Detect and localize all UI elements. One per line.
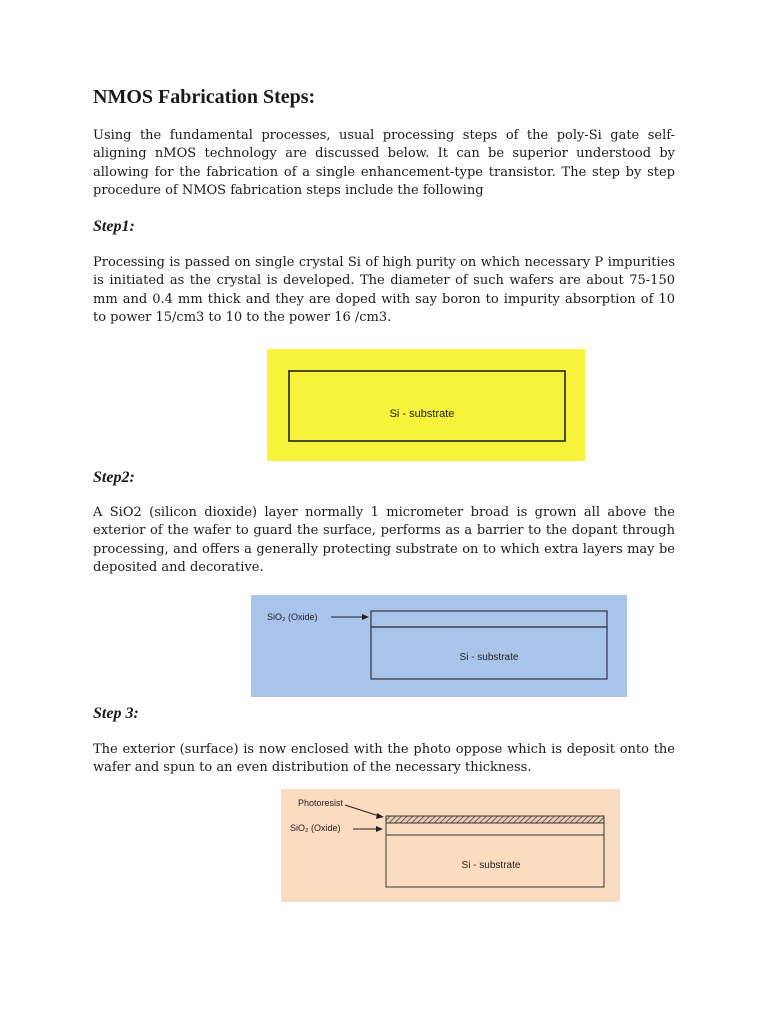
- step2-heading: Step2:: [93, 469, 135, 486]
- substrate-label: Si - substrate: [459, 652, 519, 663]
- step1-figure: [267, 349, 585, 461]
- oxide-label: SiO₂ (Oxide): [267, 612, 318, 622]
- step3-heading: Step 3:: [93, 705, 139, 722]
- intro-paragraph: Using the fundamental processes, usual processing steps of the poly-Si gate self-aligning nMOS technology are discussed below. It can be superior understood by allowing for the fabrication of a single enhancement-type transistor. The step by step procedure of NMOS fabrication steps include the following: [93, 128, 675, 198]
- step3-paragraph: The exterior (surface) is now enclosed with the photo oppose which is deposit onto the wafer and spun to an even distribution of the necessary thickness.: [93, 742, 675, 776]
- step1-heading: Step1:: [93, 218, 135, 235]
- photoresist-layer: [386, 816, 604, 823]
- step2-paragraph: A SiO2 (silicon dioxide) layer normally 1 micrometer broad is grown all above the exterior of the wafer to guard the surface, performs as a barrier to the dopant through processing, and offers a generally protecting substrate on to which extra layers may be deposited and decorative.: [93, 505, 675, 575]
- step1-paragraph: Processing is passed on single crystal Si of high purity on which necessary P impurities is initiated as the crystal is developed. The diameter of such wafers are about 75-150 mm and 0.4 mm thick and they are doped with say boron to impurity absorption of 10 to power 15/cm3 to 10 to the power 16 /cm3.: [93, 255, 675, 325]
- substrate-label: Si - substrate: [389, 408, 455, 420]
- page-title: NMOS Fabrication Steps:: [93, 86, 316, 108]
- photoresist-label: Photoresist: [298, 798, 344, 808]
- figure-background: [267, 349, 585, 461]
- step3-figure: [281, 789, 620, 902]
- oxide-label: SiO₂ (Oxide): [290, 823, 341, 833]
- substrate-label: Si - substrate: [461, 860, 521, 871]
- step2-figure: [251, 595, 627, 697]
- figure-background: [251, 595, 627, 697]
